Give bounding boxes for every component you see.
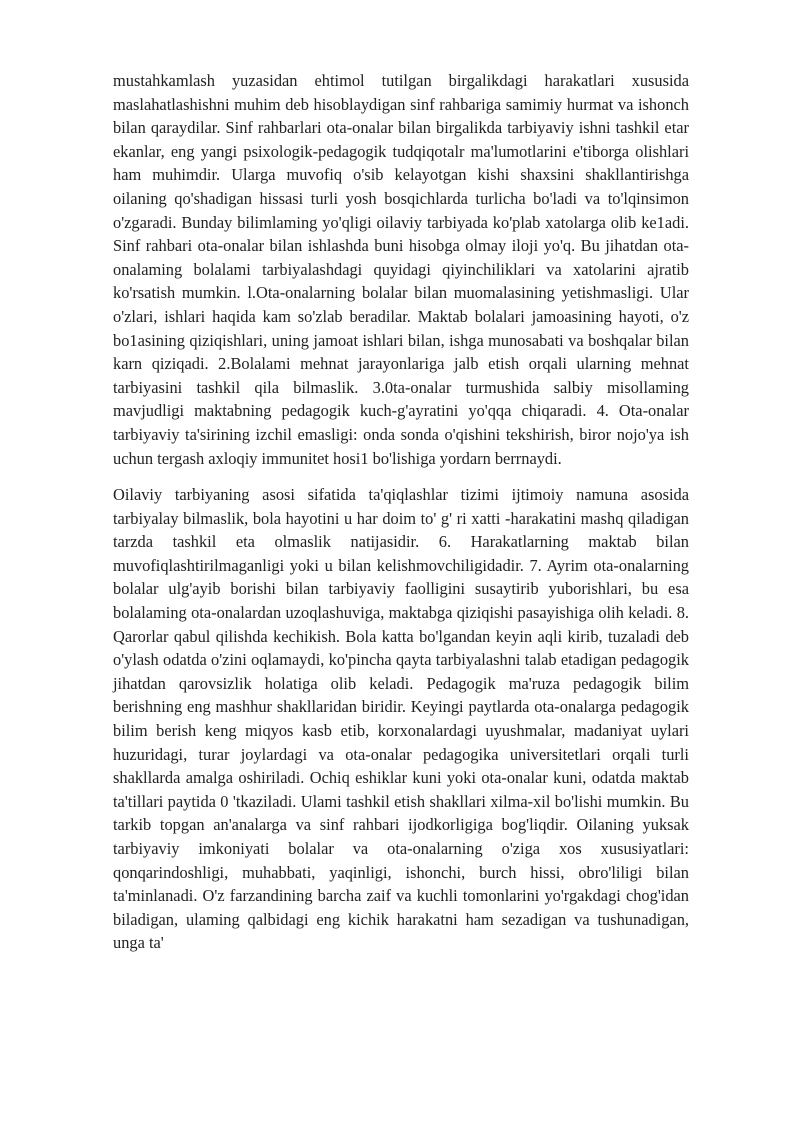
paragraph-1: mustahkamlash yuzasidan ehtimol tutilgan birgalikdagi harakatlari xususida maslahatlashishni muhim deb hisoblaydigan sinf rahbariga samimiy hurmat va ishonch bilan qaraydilar. Sinf rahbarlari ota-onalar bilan birgalikda tarbiyaviy ishni tashkil etar ekanlar, eng yangi psixologik-pedagogik tudqiqotalr ma'lumotlarini e'tiborga olishlari ham muhimdir. Ularga muvofiq o'sib kelayotgan kishi shaxsini shakllantirishga oilaning qo'shadigan hissasi turli yosh bosqichlarda turlicha bo'ladi va to'lqinsimon o'zgaradi. Bunday bilimlaming yo'qligi oilaviy tarbiyada ko'plab xatolarga olib ke1adi. Sinf rahbari ota-onalar bilan ishlashda buni hisobga olmay iloji yo'q. Bu jihatdan ota-onalaming bolalami tarbiyalashdagi quyidagi qiyinchiliklari va xatolarini ajratib ko'rsatish mumkin. l.Ota-onalarning bolalar bilan muomalasining yetishmasligi. Ular o'zlari, ishlari haqida kam so'zlab beradilar. Maktab bolalari jamoasining hayoti, o'z bo1asining qiziqishlari, uning jamoat ishlari bilan, ishga munosabati va boshqalar bilan karn qiziqadi. 2.Bolalami mehnat jarayonlariga jalb etish orqali ularning mehnat tarbiyasini tashkil qila bilmaslik. 3.0ta-onalar turmushida salbiy misollaming mavjudligi maktabning pedagogik kuch-g'ayratini yo'qqa chiqaradi. 4. Ota-onalar tarbiyaviy ta'sirining izchil emasligi: onda sonda o'qishini tekshirish, biror nojo'ya ish uchun tergash axloqiy immunitet hosi1 bo'lishiga yordarn berrnaydi. bbox=[113, 71, 689, 468]
document-body bbox=[113, 69, 689, 968]
paragraph-2: Oilaviy tarbiyaning asosi sifatida ta'qiqlashlar tizimi ijtimoiy namuna asosida tarbiyalay bilmaslik, bola hayotini u har doim to' g' ri xatti -harakatini mashq qiladigan tarzda tashkil eta olmaslik natijasidir. 6. Harakatlarning maktab bilan muvofiqlashtirilmaganligi yoki u bilan kelishmovchiligidadir. 7. Ayrim ota-onalarning bolalar ulg'ayib borishi bilan tarbiyaviy faolligini susaytirib yuborishlari, bu esa bolalaming ota-onalardan uzoqlashuviga, maktabga qiziqishi pasayishiga olih keladi. 8. Qarorlar qabul qilishda kechikish. Bola katta bo'lgandan keyin aqli kirib, tuzaladi deb o'ylash odatda o'zini oqlamaydi, ko'pincha qayta tarbiyalashni talab etadigan pedagogik jihatdan qarovsizlik holatiga olib keladi. Pedagogik ma'ruza pedagogik bilim berishning eng mashhur shakllaridan biridir. Keyingi paytlarda ota-onalarga pedagogik bilim berish keng miqyos kasb etib, korxonalardagi uyushmalar, madaniyat uylari huzuridagi, turar joylardagi va ota-onalar pedagogika universitetlari orqali turli shakllarda amalga oshiriladi. Ochiq eshiklar kuni yoki ota-onalar kuni, odatda maktab ta'tillari paytida 0 'tkaziladi. Ulami tashkil etish shakllari xilma-xil bo'lishi mumkin. Bu tarkib topgan an'analarga va sinf rahbari ijodkorligiga bog'liqdir. Oilaning yuksak tarbiyaviy imkoniyati bolalar va ota-onalarning o'ziga xos xususiyatlari: qonqarindoshligi, muhabbati, yaqinligi, ishonchi, burch hissi, obro'liligi bilan ta'minlanadi. O'z farzandining barcha zaif va kuchli tomonlarini yo'rgakdagi chog'idan biladigan, ulaming qalbidagi eng kichik harakatni ham sezadigan va tushunadigan, unga ta' bbox=[113, 485, 689, 953]
